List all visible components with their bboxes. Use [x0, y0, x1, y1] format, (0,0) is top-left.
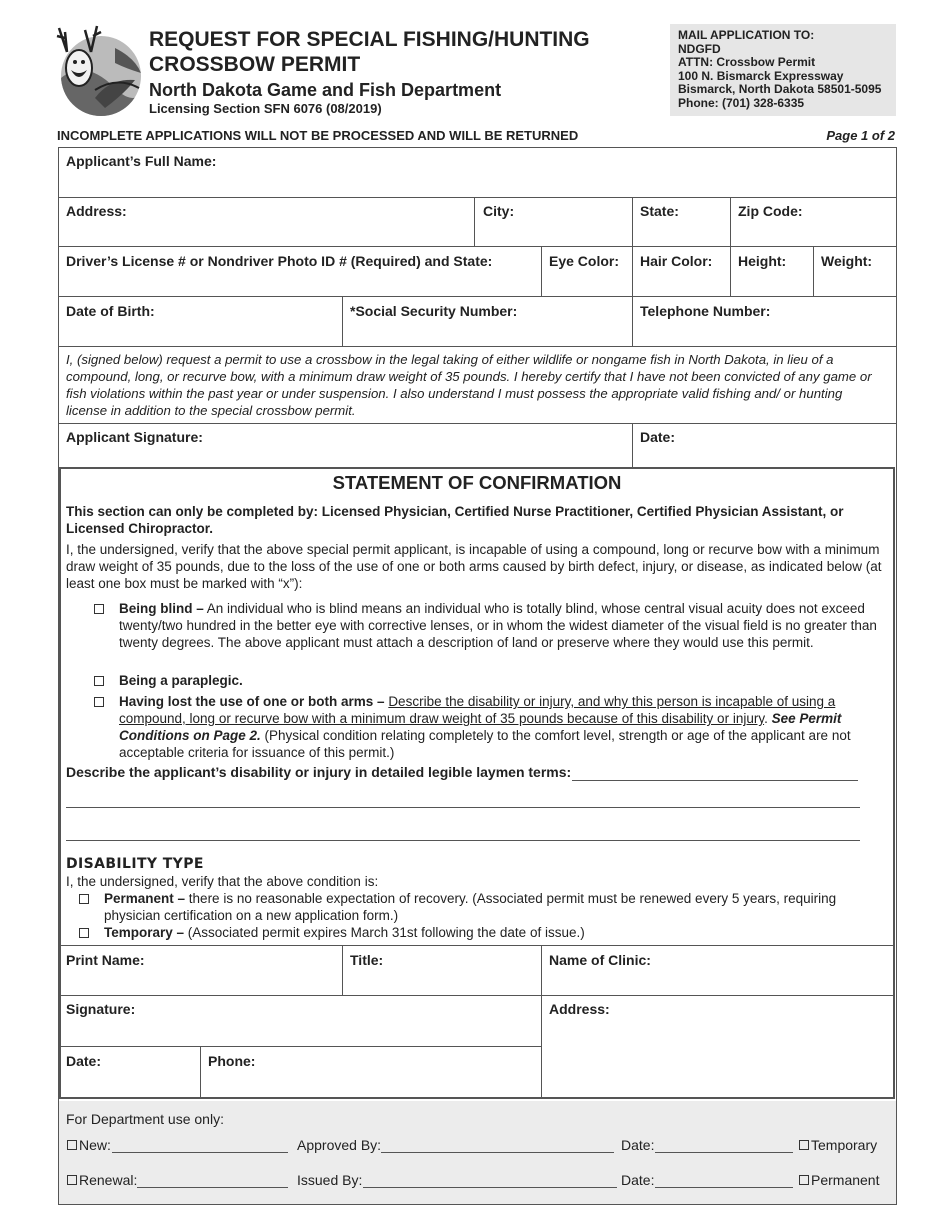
- new-line[interactable]: [112, 1152, 288, 1153]
- qualifier-text: This section can only be completed by: Licensed Physician, Certified Nurse Practitioner, Certified Physician Assistant, or Licensed Chiropractor.: [66, 504, 844, 536]
- page-indicator: Page 1 of 2: [826, 128, 895, 143]
- new-checkbox[interactable]: [67, 1140, 77, 1150]
- title-line-1: REQUEST FOR SPECIAL FISHING/HUNTING: [149, 28, 590, 51]
- issued-date-line[interactable]: [655, 1187, 793, 1188]
- see-permit-conditions: See Permit Conditions on Page 2.: [119, 711, 842, 743]
- arms-option: Having lost the use of one or both arms – Describe the disability or injury, and why this person is incapable of using a compound, long or recurve bow with a minimum draw weight of 35 pounds because of this disability or injury. See Permit Conditions on Page 2. (Physical condition relating completely to the comfort level, strength or age of the applicant are not acceptable criteria for issuance of this permit.): [119, 694, 851, 760]
- verify-text: I, the undersigned, verify that the above special permit applicant, is incapable of using a compound, long or recurve bow with a minimum draw weight of 35 pounds, due to the loss of the use of one or both arms caused by birth defect, injury, or disease, as indicated below (at least one box must be marked with “x”):: [66, 542, 882, 591]
- mail-line-4: 100 N. Bismarck Expressway: [678, 68, 844, 83]
- mail-line-6: Phone: (701) 328-6335: [678, 95, 805, 110]
- address-field[interactable]: Address:: [66, 203, 127, 219]
- approved-by-line[interactable]: [381, 1152, 614, 1153]
- describe-label: Describe the applicant’s disability or injury in detailed legible laymen terms:: [66, 764, 572, 780]
- state-field[interactable]: State:: [640, 203, 679, 219]
- dob-field[interactable]: Date of Birth:: [66, 303, 155, 319]
- issued-by-line[interactable]: [363, 1187, 617, 1188]
- renewal-checkbox[interactable]: [67, 1175, 77, 1185]
- title-line-2: CROSSBOW PERMIT: [149, 53, 361, 76]
- weight-field[interactable]: Weight:: [821, 253, 873, 269]
- permanent-text: there is no reasonable expectation of recovery. (Associated permit must be renewed every 5 years, requiring physician certification on a new application form.): [104, 891, 837, 923]
- applicant-signature-field[interactable]: Applicant Signature:: [66, 429, 203, 445]
- temporary-label: Temporary –: [104, 925, 185, 940]
- confirmation-title: STATEMENT OF CONFIRMATION: [332, 472, 622, 493]
- height-field[interactable]: Height:: [738, 253, 787, 269]
- applicant-date-field[interactable]: Date:: [640, 429, 676, 445]
- print-name-field[interactable]: Print Name:: [66, 952, 145, 968]
- eye-color-field[interactable]: Eye Color:: [549, 253, 620, 269]
- mail-line-3: ATTN: Crossbow Permit: [678, 55, 816, 70]
- license-field[interactable]: Driver’s License # or Nondriver Photo ID # (Required) and State:: [66, 253, 493, 269]
- clinic-name-field[interactable]: Name of Clinic:: [549, 952, 651, 968]
- permanent-checkbox[interactable]: [79, 894, 89, 904]
- renewal-label: Renewal:: [79, 1172, 138, 1188]
- zip-field[interactable]: Zip Code:: [738, 203, 803, 219]
- describe-line-2[interactable]: [66, 807, 860, 808]
- issued-date-label: Date:: [621, 1172, 655, 1188]
- permanent-label: Permanent –: [104, 891, 186, 906]
- ssn-field[interactable]: *Social Security Number:: [350, 303, 518, 319]
- blind-option: [119, 600, 887, 651]
- blind-text: An individual who is blind means an individual who is totally blind, whose central visual acuity does not exceed twenty/two hundred in the better eye with corrective lenses, or in whom the widest diameter of the visual field is no greater than twenty degrees. The above applicant must attach a description of land or preserve where they would use this permit.: [119, 601, 877, 650]
- arms-text: (Physical condition relating completely to the comfort level, strength or age of the applicant are not acceptable criteria for issuance of this permit.): [119, 728, 851, 760]
- describe-line-3[interactable]: [66, 840, 860, 841]
- approved-by-label: Approved By:: [297, 1137, 382, 1153]
- blind-checkbox[interactable]: [94, 604, 104, 614]
- mail-line-5: Bismarck, North Dakota 58501-5095: [678, 82, 882, 97]
- form-title: [149, 27, 669, 77]
- temporary-checkbox[interactable]: [79, 928, 89, 938]
- department-name: North Dakota Game and Fish Department: [149, 80, 502, 100]
- permanent-dept-checkbox[interactable]: [799, 1175, 809, 1185]
- disability-type-heading: DISABILITY TYPE: [66, 856, 204, 872]
- temporary-dept-checkbox[interactable]: [799, 1140, 809, 1150]
- applicant-certification: I, (signed below) request a permit to use a crossbow in the legal taking of either wildlife or nongame fish in North Dakota, in lieu of a compound, long, or recurve bow, with a minimum draw weight of 35 pounds. I hereby certify that I have not been convicted of any game or fish violations within the past year or under suspension. I also understand I must possess the appropriate valid fishing and/ or hunting license in addition to the special crossbow permit.: [66, 352, 872, 418]
- renewal-line[interactable]: [137, 1187, 288, 1188]
- verify-condition-text: I, the undersigned, verify that the above condition is:: [66, 874, 379, 889]
- department-use-heading: For Department use only:: [66, 1111, 224, 1127]
- title-field[interactable]: Title:: [350, 952, 384, 968]
- issued-by-label: Issued By:: [297, 1172, 363, 1188]
- applicant-name-field[interactable]: Applicant’s Full Name:: [66, 153, 217, 169]
- incomplete-notice: INCOMPLETE APPLICATIONS WILL NOT BE PROCESSED AND WILL BE RETURNED: [57, 128, 579, 143]
- mail-line-1: MAIL APPLICATION TO:: [678, 28, 815, 42]
- blind-label: Being blind –: [119, 601, 204, 616]
- arms-checkbox[interactable]: [94, 697, 104, 707]
- temporary-option: [104, 924, 884, 941]
- paraplegic-label: Being a paraplegic.: [119, 673, 243, 688]
- permanent-option: [104, 890, 884, 924]
- telephone-field[interactable]: Telephone Number:: [640, 303, 771, 319]
- mail-line-2: NDGFD: [678, 41, 721, 56]
- temporary-dept-label: Temporary: [811, 1137, 878, 1153]
- ndgfd-logo: [55, 18, 143, 126]
- certifier-signature-field[interactable]: Signature:: [66, 1001, 136, 1017]
- temporary-text: (Associated permit expires March 31st following the date of issue.): [184, 925, 585, 940]
- paraplegic-checkbox[interactable]: [94, 676, 104, 686]
- hair-color-field[interactable]: Hair Color:: [640, 253, 713, 269]
- approved-date-label: Date:: [621, 1137, 655, 1153]
- licensing-section: Licensing Section SFN 6076 (08/2019): [149, 101, 382, 116]
- arms-underline-text: Describe the disability or injury, and why this person is incapable of using a compound, long or recurve bow with a minimum draw weight of 35 pounds because of this disability or injury: [119, 694, 836, 726]
- approved-date-line[interactable]: [655, 1152, 793, 1153]
- certifier-phone-field[interactable]: Phone:: [208, 1053, 256, 1069]
- clinic-address-field[interactable]: Address:: [549, 1001, 610, 1017]
- certifier-date-field[interactable]: Date:: [66, 1053, 102, 1069]
- mail-to-box: [670, 24, 896, 116]
- city-field[interactable]: City:: [483, 203, 515, 219]
- permanent-dept-label: Permanent: [811, 1172, 880, 1188]
- new-label: New:: [79, 1137, 111, 1153]
- describe-line-1[interactable]: [572, 780, 858, 781]
- arms-label: Having lost the use of one or both arms –: [119, 694, 385, 709]
